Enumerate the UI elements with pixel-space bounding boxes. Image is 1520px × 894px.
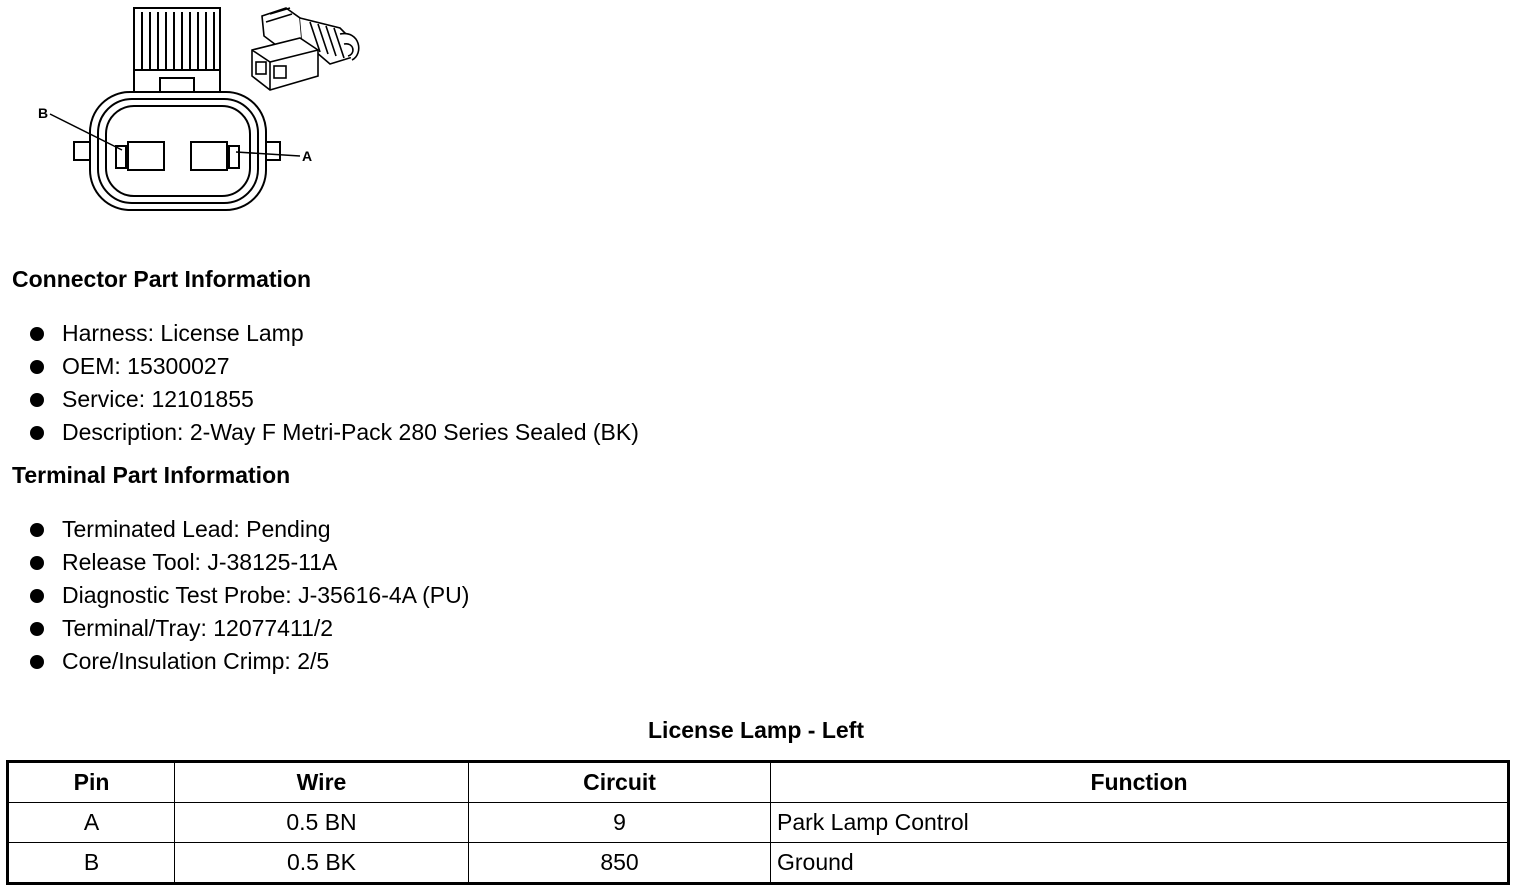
cell-function: Ground (771, 843, 1509, 884)
header-wire: Wire (175, 762, 469, 803)
list-item: Harness: License Lamp (28, 317, 639, 350)
bullet-icon (30, 589, 44, 603)
connector-info-heading: Connector Part Information (12, 266, 312, 292)
bullet-icon (30, 360, 44, 374)
bullet-icon (30, 327, 44, 341)
connector-info-list (28, 317, 639, 449)
list-item: Description: 2-Way F Metri-Pack 280 Series Sealed (BK) (28, 416, 639, 449)
list-item: Terminal/Tray: 12077411/2 (28, 612, 469, 645)
terminal-info-list (28, 513, 469, 678)
list-item: OEM: 15300027 (28, 350, 639, 383)
connector-diagram (0, 0, 380, 220)
cell-circuit: 9 (469, 803, 771, 843)
header-function: Function (771, 762, 1509, 803)
terminal-info-heading: Terminal Part Information (12, 462, 291, 488)
list-item: Core/Insulation Crimp: 2/5 (28, 645, 469, 678)
table-title: License Lamp - Left (648, 717, 864, 743)
pin-a-label: A (302, 148, 313, 164)
bullet-icon (30, 426, 44, 440)
header-pin: Pin (8, 762, 175, 803)
header-circuit: Circuit (469, 762, 771, 803)
bullet-icon (30, 523, 44, 537)
cell-circuit: 850 (469, 843, 771, 884)
cell-wire: 0.5 BK (175, 843, 469, 884)
list-item: Service: 12101855 (28, 383, 639, 416)
pin-table (6, 760, 1510, 885)
list-item: Release Tool: J-38125-11A (28, 546, 469, 579)
list-item: Terminated Lead: Pending (28, 513, 469, 546)
cell-function: Park Lamp Control (771, 803, 1509, 843)
table-row (8, 803, 1509, 843)
cell-wire: 0.5 BN (175, 803, 469, 843)
bullet-icon (30, 655, 44, 669)
list-item: Diagnostic Test Probe: J-35616-4A (PU) (28, 579, 469, 612)
table-header-row (8, 762, 1509, 803)
bullet-icon (30, 556, 44, 570)
pin-b-label: B (38, 105, 49, 121)
table-row (8, 843, 1509, 884)
cell-pin: B (8, 843, 175, 884)
cell-pin: A (8, 803, 175, 843)
bullet-icon (30, 393, 44, 407)
bullet-icon (30, 622, 44, 636)
